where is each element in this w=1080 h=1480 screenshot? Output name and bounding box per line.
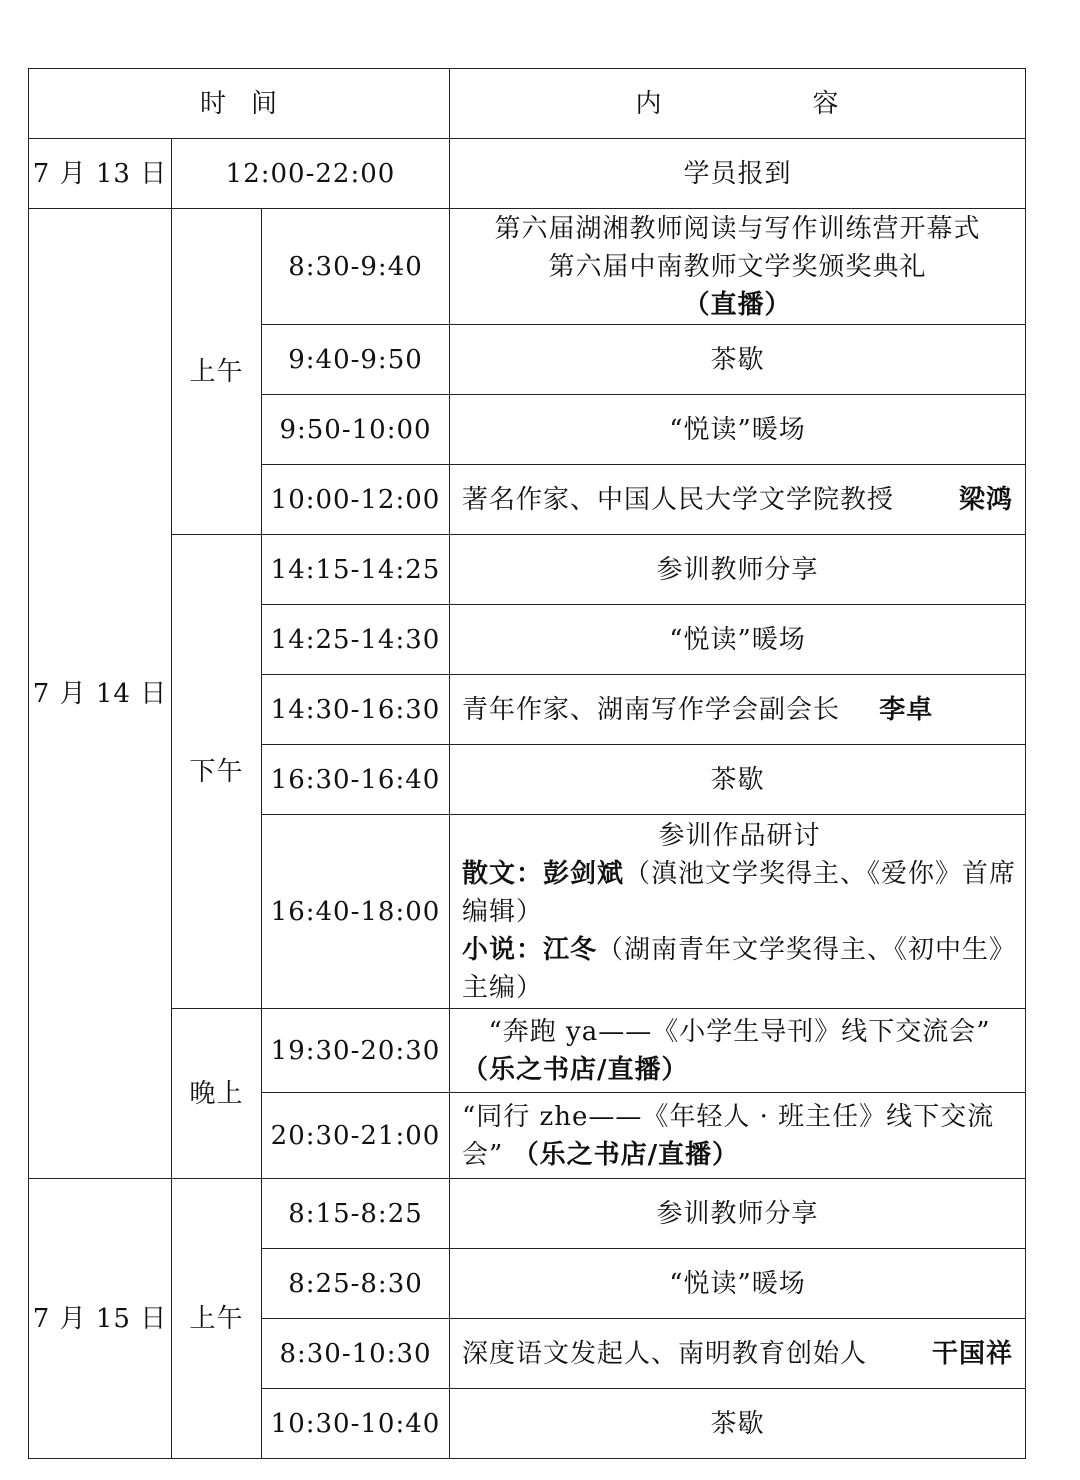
content-cell: 学员报到 — [450, 139, 1026, 209]
lecturer-description: 著名作家、中国人民大学文学院教授 — [462, 484, 895, 515]
content-cell: “同行 zhe——《年轻人 · 班主任》线下交流会” （乐之书店/直播） — [450, 1093, 1026, 1179]
table-row — [29, 209, 1026, 325]
lecturer-description: 深度语文发起人、南明教育创始人 — [462, 1338, 868, 1369]
time-cell: 14:30-16:30 — [262, 675, 450, 745]
content-cell: “悦读”暖场 — [450, 395, 1026, 465]
content-cell — [450, 675, 1026, 745]
schedule-table — [28, 68, 1026, 1459]
time-cell: 8:30-10:30 — [262, 1319, 450, 1389]
time-cell: 12:00-22:00 — [172, 139, 450, 209]
time-cell: 10:30-10:40 — [262, 1389, 450, 1459]
novel-reviewer: 小说：江冬（湖南青年文学奖得主、《初中生》主编） — [462, 934, 1017, 1003]
time-cell: 10:00-12:00 — [262, 465, 450, 535]
table-row — [29, 139, 1026, 209]
time-column-header: 时 间 — [29, 69, 450, 139]
content-cell: 参训教师分享 — [450, 1179, 1026, 1249]
period-cell: 下午 — [172, 535, 262, 1009]
time-cell: 9:50-10:00 — [262, 395, 450, 465]
table-row — [29, 1009, 1026, 1093]
time-cell: 8:15-8:25 — [262, 1179, 450, 1249]
lecturer-name: 梁鸿 — [958, 484, 1013, 515]
time-cell: 14:25-14:30 — [262, 605, 450, 675]
period-cell: 上午 — [172, 209, 262, 535]
content-column-header: 内 容 — [450, 69, 1026, 139]
time-cell: 16:30-16:40 — [262, 745, 450, 815]
time-cell: 19:30-20:30 — [262, 1009, 450, 1093]
content-cell: “悦读”暖场 — [450, 1249, 1026, 1319]
time-cell: 20:30-21:00 — [262, 1093, 450, 1179]
content-cell: “悦读”暖场 — [450, 605, 1026, 675]
table-row — [29, 1179, 1026, 1249]
header-row — [29, 69, 1026, 139]
content-cell — [450, 815, 1026, 1009]
time-cell: 8:25-8:30 — [262, 1249, 450, 1319]
content-cell: 茶歇 — [450, 745, 1026, 815]
table-row — [29, 535, 1026, 605]
content-cell: 茶歇 — [450, 325, 1026, 395]
lecturer-name: 李卓 — [879, 694, 934, 725]
content-cell: 茶歇 — [450, 1389, 1026, 1459]
time-cell: 14:15-14:25 — [262, 535, 450, 605]
content-cell — [450, 1319, 1026, 1389]
time-cell: 16:40-18:00 — [262, 815, 450, 1009]
content-cell: 第六届湖湘教师阅读与写作训练营开幕式 第六届中南教师文学奖颁奖典礼 （直播） — [450, 209, 1026, 325]
lecturer-description: 青年作家、湖南写作学会副会长 — [462, 694, 841, 725]
date-cell: 7 月 14 日 — [29, 209, 172, 1179]
session-title: 参训作品研讨 — [658, 820, 821, 851]
date-cell: 7 月 15 日 — [29, 1179, 172, 1459]
period-cell: 晚上 — [172, 1009, 262, 1179]
prose-reviewer: 散文：彭剑斌（滇池文学奖得主、《爱你》首席编辑） — [462, 858, 1017, 927]
lecturer-name: 干国祥 — [931, 1338, 1013, 1369]
content-cell: “奔跑 ya——《小学生导刊》线下交流会” （乐之书店/直播） — [450, 1009, 1026, 1093]
date-cell: 7 月 13 日 — [29, 139, 172, 209]
time-cell: 8:30-9:40 — [262, 209, 450, 325]
period-cell: 上午 — [172, 1179, 262, 1459]
content-cell: 参训教师分享 — [450, 535, 1026, 605]
time-cell: 9:40-9:50 — [262, 325, 450, 395]
content-cell — [450, 465, 1026, 535]
